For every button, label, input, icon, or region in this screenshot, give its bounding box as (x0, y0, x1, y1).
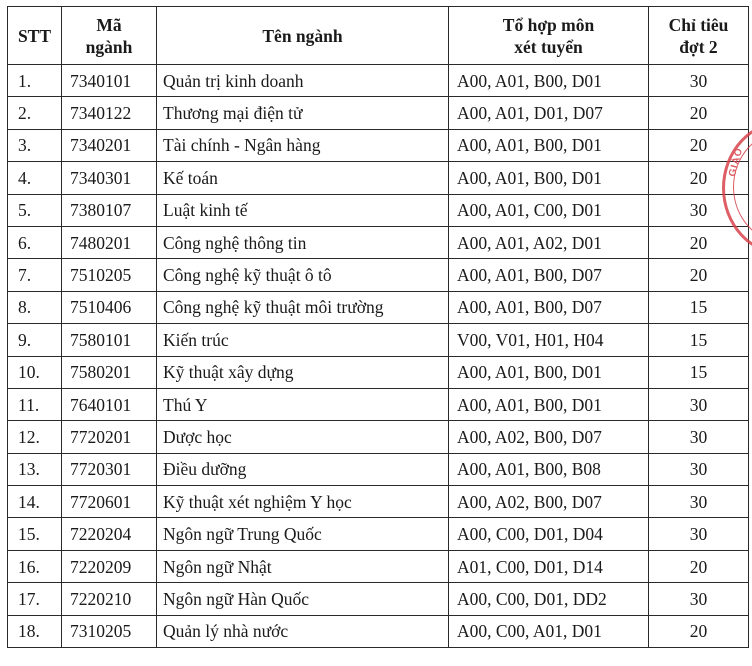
table-row (8, 162, 749, 194)
cell-major-name: Tài chính - Ngân hàng (157, 129, 449, 161)
table-row (8, 129, 749, 161)
cell-subject-combo: V00, V01, H01, H04 (449, 324, 649, 356)
cell-major-name: Công nghệ kỹ thuật môi trường (157, 291, 449, 323)
cell-quota: 20 (649, 162, 749, 194)
header-name: Tên ngành (157, 7, 449, 65)
cell-quota: 20 (649, 129, 749, 161)
cell-subject-combo: A00, A01, B00, D07 (449, 291, 649, 323)
table-row (8, 291, 749, 323)
cell-subject-combo: A00, A02, B00, D07 (449, 486, 649, 518)
header-code-line2: ngành (85, 36, 133, 57)
cell-quota: 30 (649, 421, 749, 453)
cell-major-name: Ngôn ngữ Trung Quốc (157, 518, 449, 550)
table-row (8, 615, 749, 647)
cell-stt: 8. (8, 291, 62, 323)
cell-stt: 13. (8, 453, 62, 485)
cell-major-name: Kế toán (157, 162, 449, 194)
cell-quota: 20 (649, 550, 749, 582)
cell-subject-combo: A00, C00, D01, DD2 (449, 583, 649, 615)
cell-subject-combo: A00, A01, B00, D07 (449, 259, 649, 291)
cell-subject-combo: A00, C00, D01, D04 (449, 518, 649, 550)
table-row (8, 226, 749, 258)
cell-stt: 15. (8, 518, 62, 550)
cell-stt: 5. (8, 194, 62, 226)
header-combo-line2: xét tuyển (514, 36, 583, 57)
header-combo (449, 7, 649, 65)
cell-subject-combo: A00, A01, B00, B08 (449, 453, 649, 485)
table-row (8, 421, 749, 453)
table-row (8, 486, 749, 518)
cell-stt: 14. (8, 486, 62, 518)
cell-stt: 12. (8, 421, 62, 453)
cell-subject-combo: A00, A01, A02, D01 (449, 226, 649, 258)
cell-quota: 20 (649, 97, 749, 129)
cell-quota: 30 (649, 453, 749, 485)
header-quota (649, 7, 749, 65)
admission-quota-table (7, 6, 749, 648)
cell-stt: 10. (8, 356, 62, 388)
seal-text: GIÁO (727, 146, 746, 178)
cell-major-code: 7340301 (62, 162, 157, 194)
cell-subject-combo: A00, A01, B00, D01 (449, 162, 649, 194)
header-code-line1: Mã (96, 14, 122, 35)
cell-major-name: Ngôn ngữ Nhật (157, 550, 449, 582)
table-body (8, 65, 749, 648)
cell-major-code: 7720601 (62, 486, 157, 518)
cell-major-name: Thương mại điện tử (157, 97, 449, 129)
cell-quota: 20 (649, 615, 749, 647)
table-row (8, 194, 749, 226)
cell-major-name: Ngôn ngữ Hàn Quốc (157, 583, 449, 615)
cell-major-code: 7340201 (62, 129, 157, 161)
table-header (8, 7, 749, 65)
cell-subject-combo: A00, A01, B00, D01 (449, 65, 649, 97)
cell-major-code: 7220210 (62, 583, 157, 615)
cell-subject-combo: A00, A01, B00, D01 (449, 356, 649, 388)
cell-quota: 20 (649, 259, 749, 291)
cell-major-name: Luật kinh tế (157, 194, 449, 226)
cell-major-code: 7220209 (62, 550, 157, 582)
cell-stt: 16. (8, 550, 62, 582)
cell-major-name: Kiến trúc (157, 324, 449, 356)
header-stt: STT (8, 7, 62, 65)
cell-major-name: Dược học (157, 421, 449, 453)
cell-quota: 30 (649, 518, 749, 550)
table-row (8, 97, 749, 129)
cell-major-code: 7580201 (62, 356, 157, 388)
cell-major-name: Quản lý nhà nước (157, 615, 449, 647)
cell-subject-combo: A01, C00, D01, D14 (449, 550, 649, 582)
cell-subject-combo: A00, A01, C00, D01 (449, 194, 649, 226)
table-row (8, 583, 749, 615)
cell-major-name: Công nghệ thông tin (157, 226, 449, 258)
cell-major-name: Kỹ thuật xây dựng (157, 356, 449, 388)
header-code (62, 7, 157, 65)
cell-quota: 30 (649, 65, 749, 97)
cell-major-code: 7380107 (62, 194, 157, 226)
table-row (8, 356, 749, 388)
table-row (8, 65, 749, 97)
cell-major-code: 7720301 (62, 453, 157, 485)
header-quota-line2: đợt 2 (679, 36, 718, 57)
cell-stt: 11. (8, 388, 62, 420)
header-row (8, 7, 749, 65)
cell-subject-combo: A00, A01, D01, D07 (449, 97, 649, 129)
cell-quota: 30 (649, 486, 749, 518)
table-row (8, 324, 749, 356)
table-row (8, 518, 749, 550)
cell-major-code: 7580101 (62, 324, 157, 356)
cell-major-name: Công nghệ kỹ thuật ô tô (157, 259, 449, 291)
cell-quota: 30 (649, 388, 749, 420)
cell-quota: 30 (649, 194, 749, 226)
cell-stt: 3. (8, 129, 62, 161)
cell-stt: 1. (8, 65, 62, 97)
cell-quota: 15 (649, 356, 749, 388)
cell-major-name: Thú Y (157, 388, 449, 420)
cell-major-name: Điều dưỡng (157, 453, 449, 485)
cell-stt: 4. (8, 162, 62, 194)
cell-subject-combo: A00, A02, B00, D07 (449, 421, 649, 453)
cell-subject-combo: A00, A01, B00, D01 (449, 388, 649, 420)
cell-major-code: 7480201 (62, 226, 157, 258)
cell-major-code: 7640101 (62, 388, 157, 420)
cell-stt: 18. (8, 615, 62, 647)
cell-major-name: Kỹ thuật xét nghiệm Y học (157, 486, 449, 518)
cell-subject-combo: A00, A01, B00, D01 (449, 129, 649, 161)
cell-quota: 30 (649, 583, 749, 615)
cell-quota: 20 (649, 226, 749, 258)
cell-stt: 7. (8, 259, 62, 291)
cell-major-code: 7510406 (62, 291, 157, 323)
cell-quota: 15 (649, 324, 749, 356)
cell-major-code: 7310205 (62, 615, 157, 647)
header-combo-line1: Tổ hợp môn (502, 14, 595, 35)
header-quota-line1: Chỉ tiêu (668, 14, 729, 35)
cell-major-code: 7340101 (62, 65, 157, 97)
cell-stt: 9. (8, 324, 62, 356)
cell-stt: 17. (8, 583, 62, 615)
cell-major-code: 7510205 (62, 259, 157, 291)
cell-stt: 6. (8, 226, 62, 258)
table-row (8, 550, 749, 582)
cell-subject-combo: A00, C00, A01, D01 (449, 615, 649, 647)
table-row (8, 388, 749, 420)
cell-major-code: 7220204 (62, 518, 157, 550)
cell-major-code: 7720201 (62, 421, 157, 453)
cell-quota: 15 (649, 291, 749, 323)
cell-stt: 2. (8, 97, 62, 129)
cell-major-code: 7340122 (62, 97, 157, 129)
cell-major-name: Quản trị kinh doanh (157, 65, 449, 97)
table-row (8, 259, 749, 291)
table-row (8, 453, 749, 485)
